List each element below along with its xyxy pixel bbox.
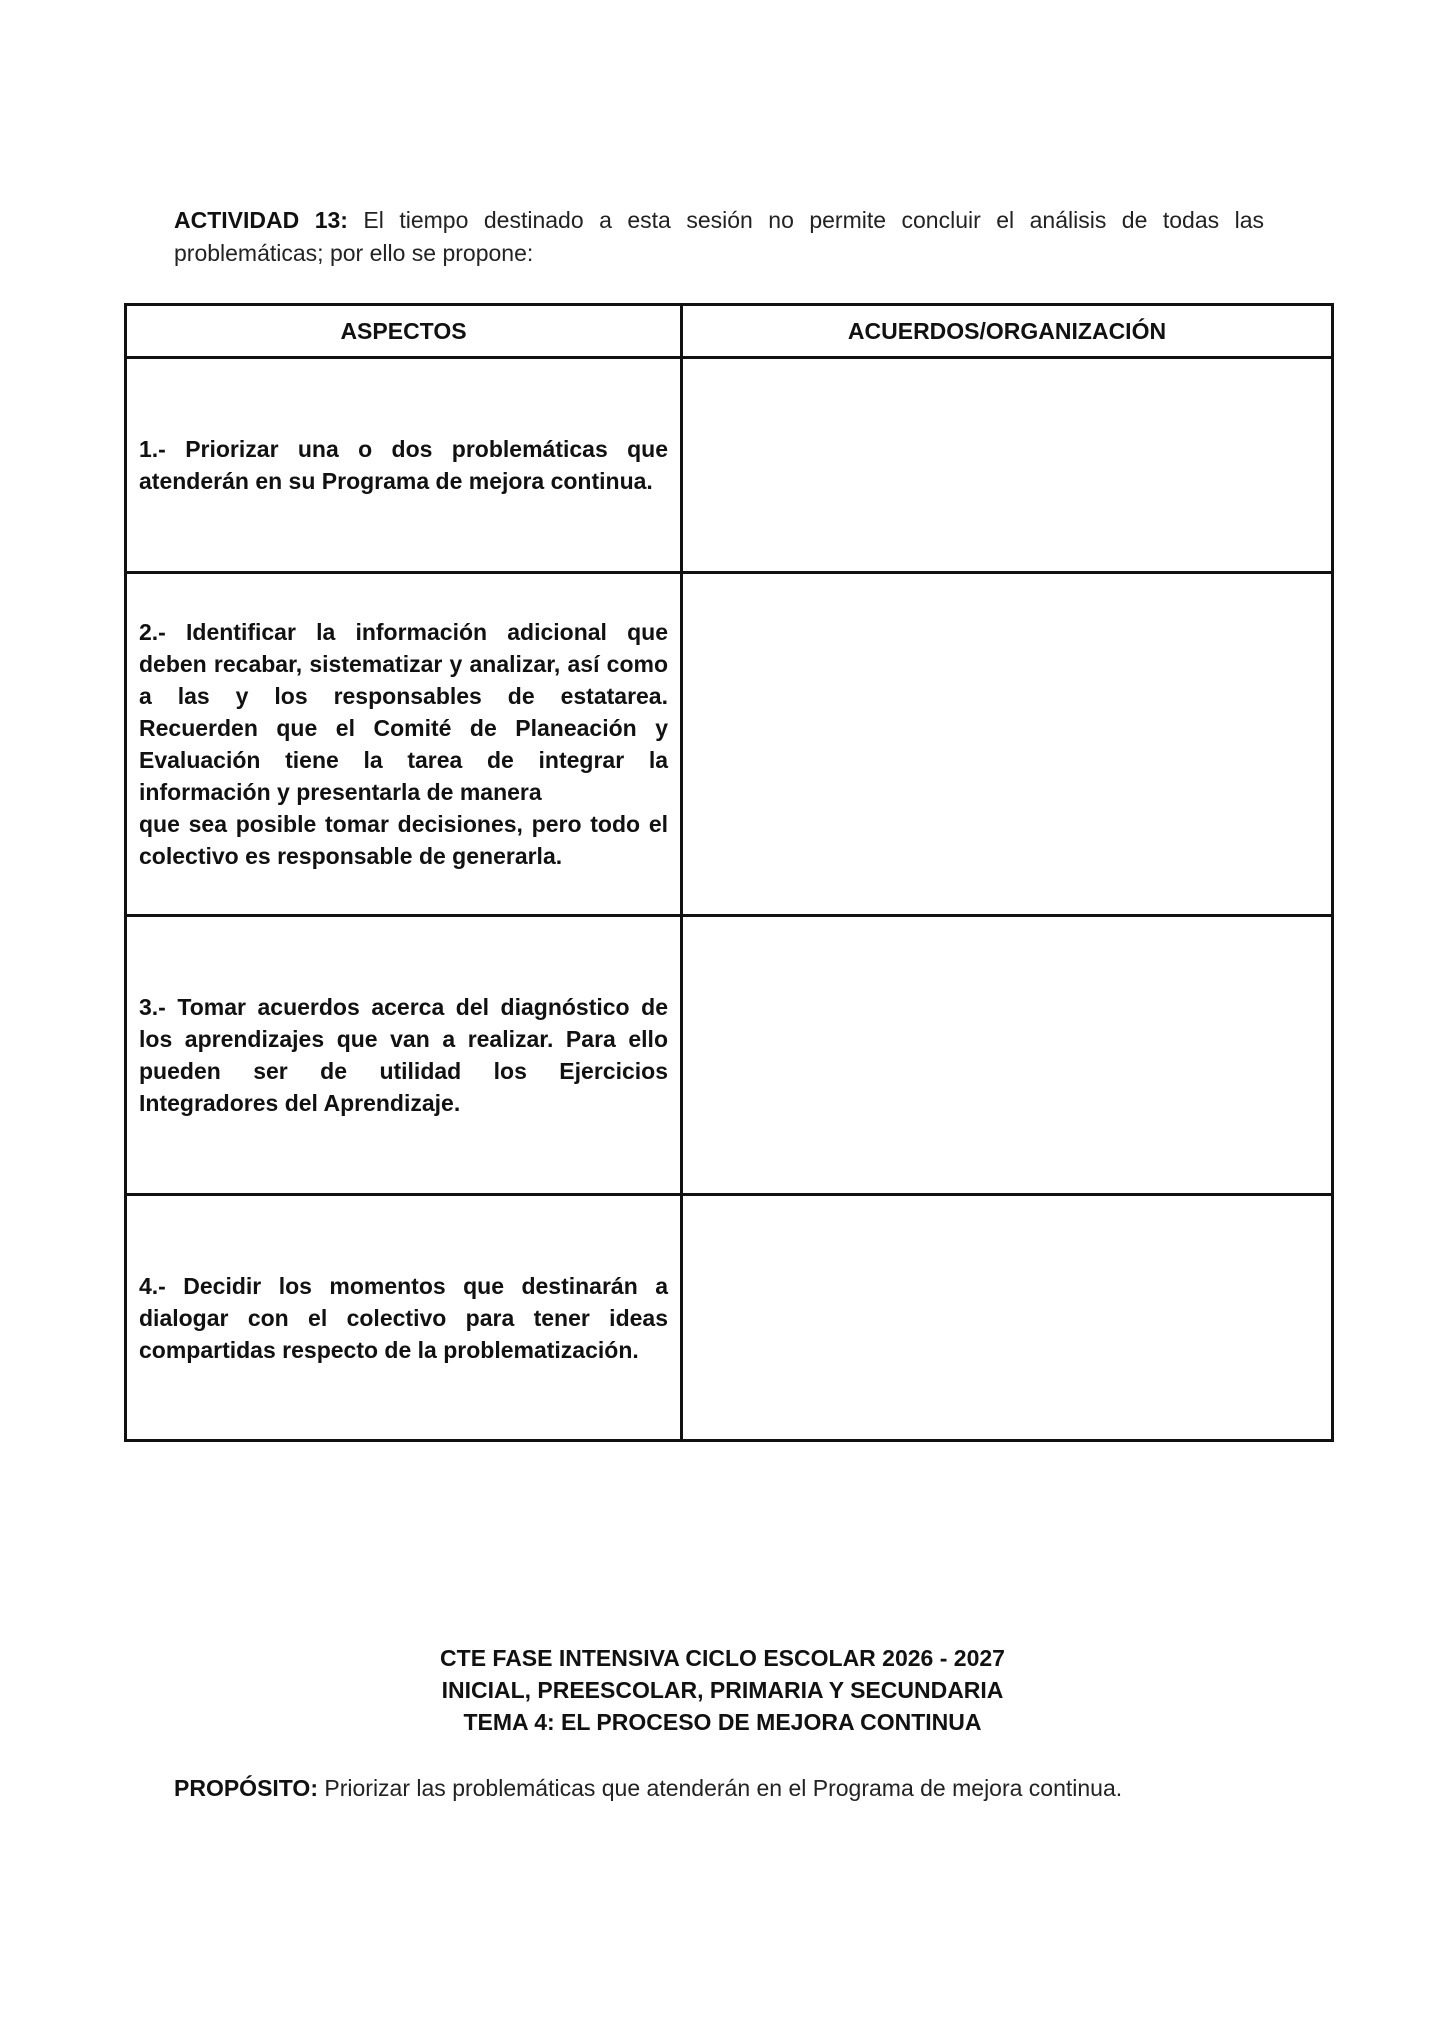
aspect-cell	[126, 573, 682, 916]
aspect-cell	[126, 358, 682, 573]
purpose-label: PROPÓSITO:	[174, 1775, 318, 1801]
aspects-table	[124, 303, 1334, 1442]
activity-label: ACTIVIDAD 13:	[174, 207, 348, 233]
table-row	[126, 916, 1333, 1195]
aspect-text: 4.- Decidir los momentos que destinarán a dialogar con el colectivo para tener ideas compartidas respecto de la problematización.	[139, 1272, 668, 1363]
activity-text: El tiempo destinado a esta sesión no permite concluir el análisis de todas las problemáticas; por ello se propone:	[174, 207, 1265, 266]
aspect-text: 1.- Priorizar una o dos problemáticas que atenderán en su Programa de mejora continua.	[139, 436, 668, 494]
table-row	[126, 1195, 1333, 1441]
header-aspects: ASPECTOS	[126, 305, 682, 358]
agreement-cell[interactable]	[682, 916, 1333, 1195]
aspect-text-continued: que sea posible tomar decisiones, pero todo el colectivo es responsable de generarla.	[139, 811, 668, 869]
table-header-row	[126, 305, 1333, 358]
aspect-text: 2.- Identificar la información adicional que deben recabar, sistematizar y analizar, así como a las y los responsables de estatarea. Recuerden que el Comité de Planeación y Evaluación tiene la tarea de integrar la información y presentarla de manera	[139, 619, 668, 805]
aspect-cell	[126, 916, 682, 1195]
footer-line-1: CTE FASE INTENSIVA CICLO ESCOLAR 2026 - 2027	[440, 1645, 1005, 1671]
purpose-paragraph	[174, 1772, 1274, 1804]
aspect-cell	[126, 1195, 682, 1441]
footer-line-3: TEMA 4: EL PROCESO DE MEJORA CONTINUA	[463, 1709, 982, 1735]
table-row	[126, 358, 1333, 573]
footer-line-2: INICIAL, PREESCOLAR, PRIMARIA Y SECUNDARIA	[441, 1677, 1004, 1703]
header-agreements: ACUERDOS/ORGANIZACIÓN	[682, 305, 1333, 358]
agreement-cell[interactable]	[682, 573, 1333, 916]
agreement-cell[interactable]	[682, 1195, 1333, 1441]
aspect-text: 3.- Tomar acuerdos acerca del diagnóstico de los aprendizajes que van a realizar. Para ello pueden ser de utilidad los Ejercicios Integradores del Aprendizaje.	[139, 994, 668, 1116]
document-footer	[0, 1642, 1445, 1738]
activity-paragraph	[174, 204, 1264, 270]
table-row	[126, 573, 1333, 916]
agreement-cell[interactable]	[682, 358, 1333, 573]
purpose-text: Priorizar las problemáticas que atenderán en el Programa de mejora continua.	[318, 1775, 1123, 1801]
